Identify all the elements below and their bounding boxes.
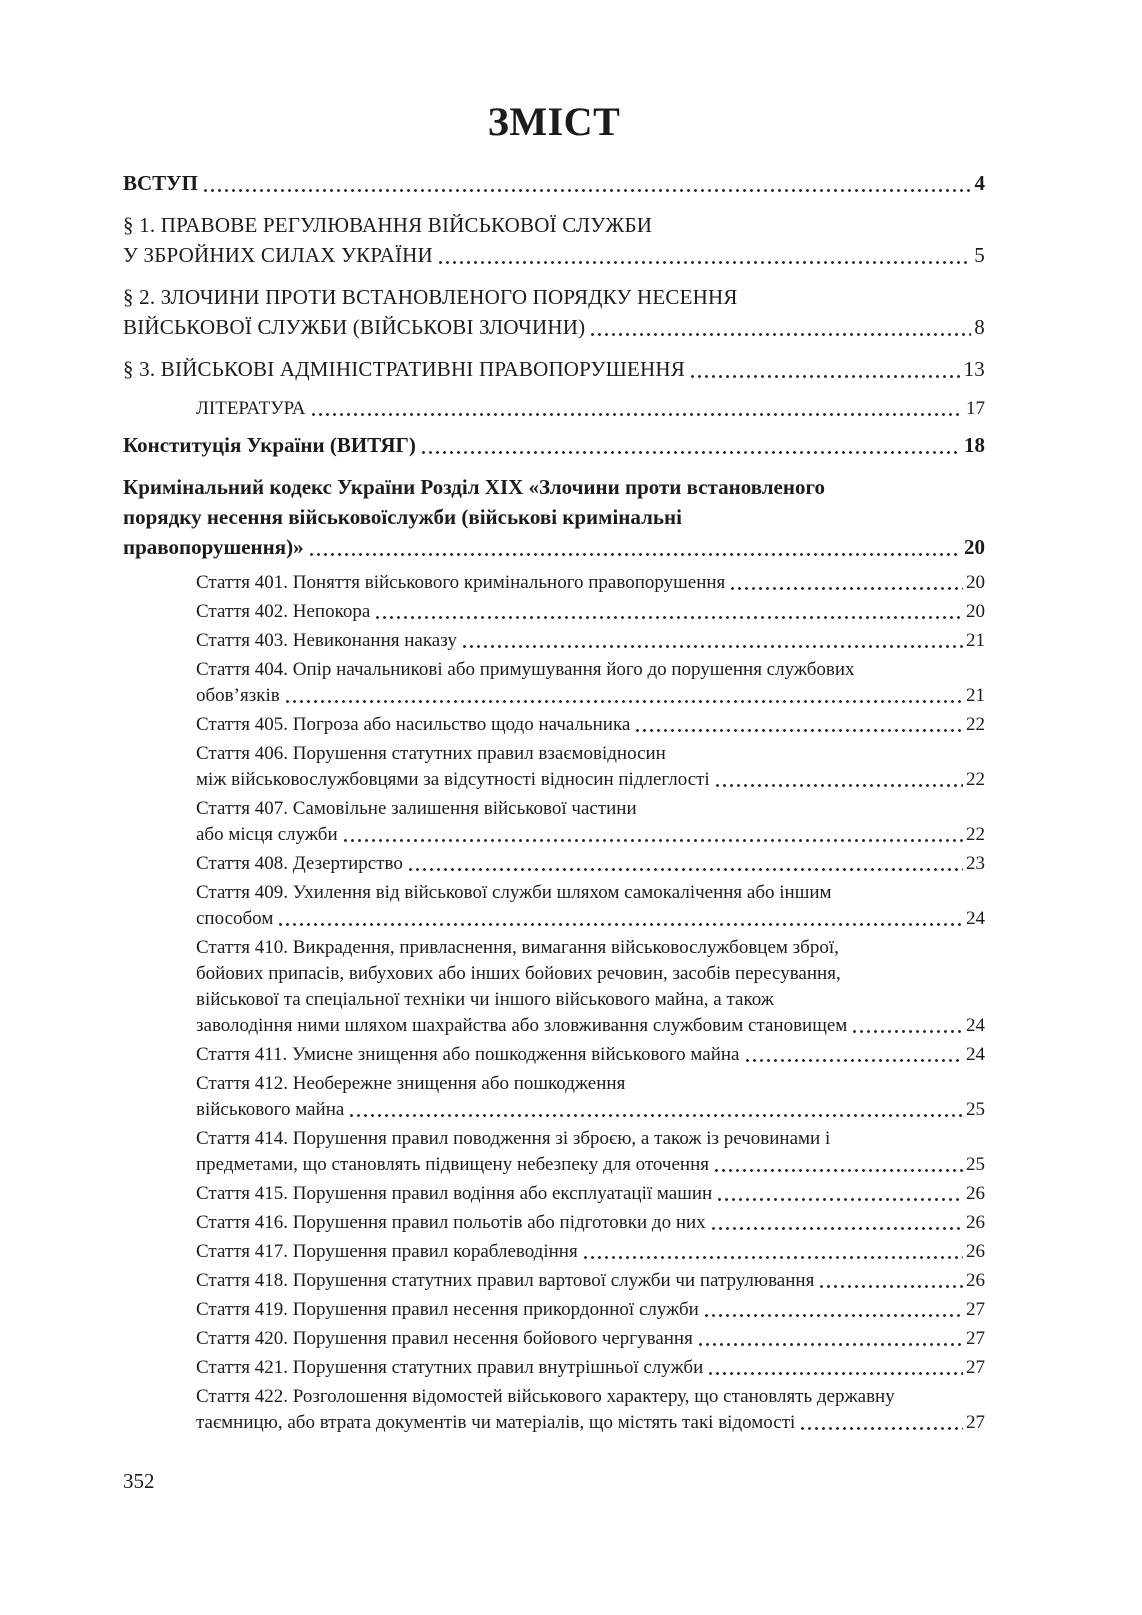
toc-entry-row: [196, 628, 985, 654]
toc-entry-page: 20: [964, 535, 985, 559]
dot-leader: [714, 1168, 963, 1173]
toc-list: [123, 168, 985, 1436]
toc-entry-text: § 1. ПРАВОВЕ РЕГУЛЮВАННЯ ВІЙСЬКОВОЇ СЛУЖБИ: [123, 213, 653, 237]
toc-entry-row: [123, 168, 985, 198]
toc-entry-row: [196, 1326, 985, 1352]
toc-entry-row: [196, 1181, 985, 1207]
toc-entry-text: Стаття 421. Порушення статутних правил внутрішньої служби: [196, 1357, 704, 1378]
toc-entry-page: 24: [966, 908, 985, 929]
toc-entry: [123, 430, 985, 460]
toc-entry-page: 26: [966, 1241, 985, 1262]
toc-entry-text: обов’язків: [196, 685, 280, 706]
toc-entry: [123, 796, 985, 848]
toc-entry-text: Стаття 403. Невиконання наказу: [196, 630, 457, 651]
toc-entry-row: [196, 822, 985, 848]
toc-entry: [123, 472, 985, 562]
dot-leader: [311, 412, 963, 417]
dot-leader: [375, 615, 963, 620]
toc-entry-page: 26: [966, 1183, 985, 1204]
toc-entry-text: Стаття 420. Порушення правил несення бойового чергування: [196, 1328, 693, 1349]
toc-entry-row: [196, 767, 985, 793]
toc-entry: [123, 935, 985, 1039]
dot-leader: [698, 1342, 963, 1347]
toc-entry-row: [196, 1042, 985, 1068]
dot-leader: [635, 728, 963, 733]
toc-entry: [123, 741, 985, 793]
toc-entry-text: ВІЙСЬКОВОЇ СЛУЖБИ (ВІЙСЬКОВІ ЗЛОЧИНИ): [123, 315, 586, 339]
toc-entry-text: Стаття 407. Самовільне залишення військової частини: [196, 798, 637, 819]
dot-leader: [730, 586, 963, 591]
toc-entry-page: 22: [966, 769, 985, 790]
toc-entry-text: У ЗБРОЙНИХ СИЛАХ УКРАЇНИ: [123, 243, 433, 267]
toc-entry: [123, 1268, 985, 1294]
toc-entry-text: Стаття 404. Опір начальникові або примушування його до порушення службових: [196, 659, 855, 680]
toc-entry-text: Стаття 406. Порушення статутних правил взаємовідносин: [196, 743, 666, 764]
toc-entry-text: Стаття 414. Порушення правил поводження зі зброєю, а також із речовинами і: [196, 1128, 831, 1149]
toc-entry-page: 26: [966, 1270, 985, 1291]
dot-leader: [745, 1058, 964, 1063]
toc-entry: [123, 1297, 985, 1323]
toc-entry: [123, 628, 985, 654]
toc-entry: [123, 1210, 985, 1236]
toc-entry: [123, 210, 985, 270]
toc-entry-page: 17: [966, 398, 985, 419]
toc-entry-text: заволодіння ними шляхом шахрайства або зловживання службовим становищем: [196, 1015, 848, 1036]
toc-entry-row: [196, 906, 985, 932]
toc-entry: [123, 712, 985, 738]
toc-entry: [123, 354, 985, 384]
toc-entry-page: 26: [966, 1212, 985, 1233]
toc-entry-row: [196, 1152, 985, 1178]
toc-entry-page: 23: [966, 853, 985, 874]
dot-leader: [715, 783, 963, 788]
toc-entry-page: 27: [966, 1328, 985, 1349]
toc-entry-row: [196, 1268, 985, 1294]
toc-entry-row: [196, 1297, 985, 1323]
toc-entry-text: Стаття 409. Ухилення від військової служби шляхом самокалічення або іншим: [196, 882, 832, 903]
toc-entry-row: [196, 599, 985, 625]
toc-entry-page: 22: [966, 714, 985, 735]
dot-leader: [438, 260, 971, 265]
toc-entry-text: військової та спеціальної техніки чи іншого військового майна, а також: [196, 989, 774, 1010]
dot-leader: [462, 644, 963, 649]
toc-entry-row: [196, 1097, 985, 1123]
toc-entry-text: Стаття 411. Умисне знищення або пошкодження військового майна: [196, 1044, 740, 1065]
toc-entry-page: 8: [974, 315, 985, 339]
toc-entry-page: 27: [966, 1412, 985, 1433]
toc-entry-text: правопорушення)»: [123, 535, 304, 559]
toc-entry: [123, 851, 985, 877]
dot-leader: [690, 374, 961, 379]
toc-entry-row: [123, 312, 985, 342]
toc-entry: [123, 1239, 985, 1265]
toc-entry-text: Стаття 416. Порушення правил польотів або підготовки до них: [196, 1212, 706, 1233]
dot-leader: [852, 1029, 963, 1034]
toc-entry-text: Кримінальний кодекс України Розділ XIX «Злочини проти встановленого: [123, 475, 825, 499]
dot-leader: [590, 332, 971, 337]
dot-leader: [343, 838, 963, 843]
toc-entry: [123, 1126, 985, 1178]
toc-entry-text: Стаття 415. Порушення правил водіння або експлуатації машин: [196, 1183, 713, 1204]
toc-entry: [123, 1355, 985, 1381]
dot-leader: [708, 1371, 963, 1376]
toc-entry-page: 13: [963, 357, 985, 381]
toc-entry-text: Стаття 417. Порушення правил кораблеводіння: [196, 1241, 578, 1262]
toc-entry-text: бойових припасів, вибухових або інших бойових речовин, засобів пересування,: [196, 963, 841, 984]
page-title: ЗМІСТ: [487, 99, 621, 144]
toc-entry-text: Стаття 410. Викрадення, привласнення, вимагання військовослужбовцем зброї,: [196, 937, 839, 958]
toc-entry-page: 27: [966, 1357, 985, 1378]
dot-leader: [203, 188, 972, 193]
dot-leader: [408, 867, 963, 872]
toc-entry-page: 24: [966, 1044, 985, 1065]
toc-entry-page: 24: [966, 1015, 985, 1036]
toc-entry-text: порядку несення військовоїслужби (військові кримінальні: [123, 505, 682, 529]
dot-leader: [583, 1255, 963, 1260]
toc-entry-row: [196, 683, 985, 709]
toc-entry-row: [196, 1013, 985, 1039]
toc-entry-row: [196, 851, 985, 877]
toc-entry: [123, 1181, 985, 1207]
toc-entry-row: [196, 712, 985, 738]
dot-leader: [711, 1226, 963, 1231]
dot-leader: [421, 450, 961, 455]
toc-entry-row: [196, 1239, 985, 1265]
toc-entry-page: 4: [974, 171, 985, 195]
toc-entry-text: Конституція України (ВИТЯГ): [123, 433, 416, 457]
dot-leader: [349, 1113, 963, 1118]
toc-entry-text: ЛІТЕРАТУРА: [196, 398, 306, 419]
dot-leader: [800, 1426, 963, 1431]
toc-entry: [123, 1042, 985, 1068]
dot-leader: [704, 1313, 963, 1318]
toc-entry-page: 25: [966, 1154, 985, 1175]
toc-entry-row: [123, 354, 985, 384]
toc-entry: [123, 282, 985, 342]
dot-leader: [285, 699, 963, 704]
toc-entry-text: або місця служби: [196, 824, 338, 845]
toc-entry-text: між військовослужбовцями за відсутності відносин підлеглості: [196, 769, 710, 790]
toc-entry-text: § 3. ВІЙСЬКОВІ АДМІНІСТРАТИВНІ ПРАВОПОРУШЕННЯ: [123, 357, 685, 381]
toc-entry-text: ВСТУП: [123, 171, 198, 195]
toc-entry-page: 20: [966, 572, 985, 593]
dot-leader: [819, 1284, 963, 1289]
toc-entry-text: Стаття 412. Необережне знищення або пошкодження: [196, 1073, 626, 1094]
dot-leader: [278, 922, 963, 927]
toc-entry-text: § 2. ЗЛОЧИНИ ПРОТИ ВСТАНОВЛЕНОГО ПОРЯДКУ НЕСЕННЯ: [123, 285, 738, 309]
dot-leader: [309, 552, 961, 557]
toc-entry-row: [196, 396, 985, 422]
toc-entry: [123, 1326, 985, 1352]
toc-entry-text: Стаття 408. Дезертирство: [196, 853, 403, 874]
dot-leader: [717, 1197, 963, 1202]
toc-entry-row: [196, 570, 985, 596]
toc-entry: [123, 657, 985, 709]
toc-entry-page: 5: [974, 243, 985, 267]
toc-entry: [123, 396, 985, 422]
toc-entry-text: способом: [196, 908, 274, 929]
toc-entry-page: 18: [964, 433, 985, 457]
toc-entry-row: [196, 1355, 985, 1381]
toc-entry-text: Стаття 418. Порушення статутних правил вартової служби чи патрулювання: [196, 1270, 815, 1291]
toc-entry-page: 21: [966, 685, 985, 706]
toc-entry: [123, 570, 985, 596]
toc-entry-text: Стаття 419. Порушення правил несення прикордонної служби: [196, 1299, 699, 1320]
toc-entry: [123, 1384, 985, 1436]
toc-entry-text: Стаття 405. Погроза або насильство щодо начальника: [196, 714, 631, 735]
toc-entry: [123, 1071, 985, 1123]
page-number-footer: 352: [123, 1469, 155, 1493]
toc-entry-text: предметами, що становлять підвищену небезпеку для оточення: [196, 1154, 709, 1175]
toc-entry: [123, 168, 985, 198]
toc-entry-row: [196, 1410, 985, 1436]
toc-entry: [123, 880, 985, 932]
toc-entry-row: [123, 240, 985, 270]
toc-entry-row: [123, 430, 985, 460]
toc-entry-page: 27: [966, 1299, 985, 1320]
toc-entry-text: таємницю, або втрата документів чи матеріалів, що містять такі відомості: [196, 1412, 796, 1433]
toc-entry-text: Стаття 422. Розголошення відомостей військового характеру, що становлять державну: [196, 1386, 895, 1407]
toc-entry-text: військового майна: [196, 1099, 345, 1120]
toc-entry-page: 21: [966, 630, 985, 651]
toc-entry-row: [196, 1210, 985, 1236]
toc-entry-row: [123, 532, 985, 562]
toc-entry-text: Стаття 402. Непокора: [196, 601, 371, 622]
toc-entry-text: Стаття 401. Поняття військового кримінального правопорушення: [196, 572, 726, 593]
toc-entry-page: 22: [966, 824, 985, 845]
toc-entry-page: 25: [966, 1099, 985, 1120]
toc-entry-page: 20: [966, 601, 985, 622]
toc-entry: [123, 599, 985, 625]
